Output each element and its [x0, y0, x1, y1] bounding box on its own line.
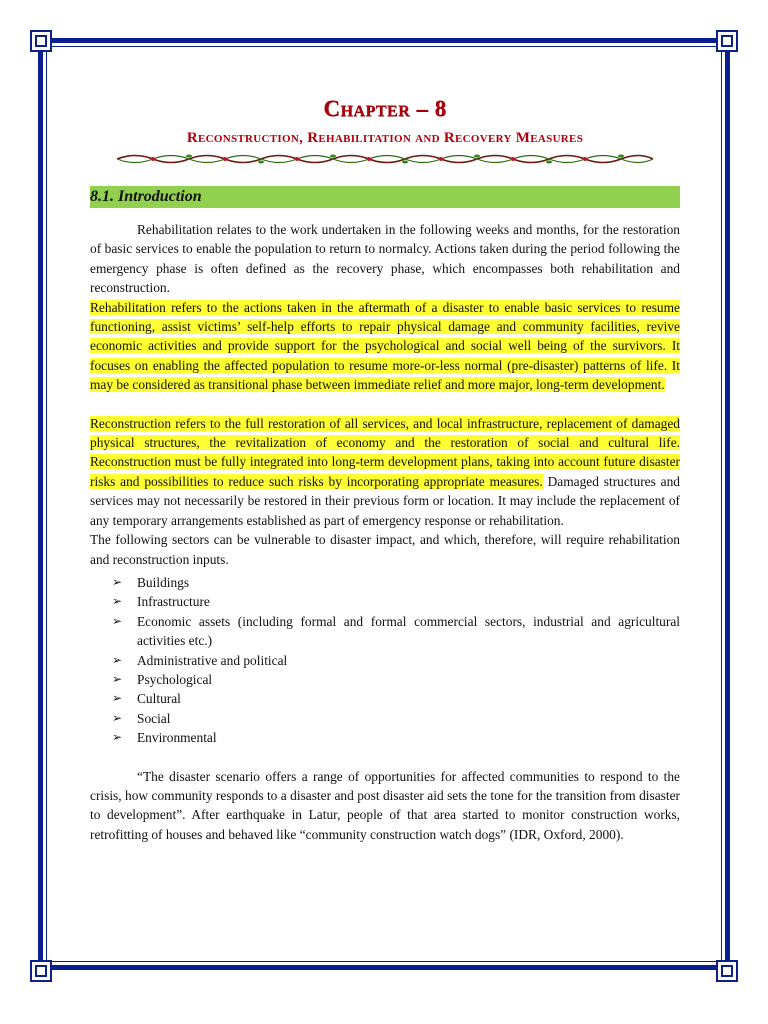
vine-ornament-icon: [115, 152, 655, 166]
chapter-subtitle: Reconstruction, Rehabilitation and Recovery Measures: [186, 130, 584, 146]
list-item: ➢ Cultural: [90, 689, 680, 708]
corner-ornament-icon: [716, 30, 738, 52]
paragraph-rehabilitation: [90, 298, 680, 395]
corner-ornament-icon: [30, 30, 52, 52]
list-item: ➢ Buildings: [90, 573, 680, 592]
sector-list: [90, 573, 680, 748]
arrow-bullet-icon: ➢: [112, 594, 123, 609]
corner-ornament-icon: [716, 960, 738, 982]
highlighted-text: Reconstruction refers to the full restoration of all services, and local infrastructure, replacement of damaged physical structures, the revitalization of economy and the restoration of social and cultural life. Reconstruction must be fully integrated into long-term development plans, taking into account future disaster risks and possibilities to reduce such risks by incorporating appropriate measures.: [90, 415, 680, 489]
highlighted-text: Rehabilitation refers to the actions taken in the aftermath of a disaster to enable basic services to resume functioning, assist victims’ self-help efforts to repair physical damage and community facilities, revive economic activities and provide support for the psychological and social well being of the survivors. It focuses on enabling the affected population to resume more-or-less normal (pre-disaster) patterns of life. It may be considered as transitional phase between immediate relief and more major, long-term development.: [90, 299, 680, 393]
list-item: ➢ Administrative and political: [90, 651, 680, 670]
list-item: ➢ Economic assets (including formal and formal commercial sectors, industrial and agricultural activities etc.): [112, 613, 680, 649]
arrow-bullet-icon: ➢: [112, 691, 123, 706]
arrow-bullet-icon: ➢: [112, 613, 123, 628]
paragraph-reconstruction: [90, 414, 680, 530]
chapter-title: Chapter – 8: [323, 96, 447, 121]
paragraph-sectors-intro: The following sectors can be vulnerable to disaster impact, and which, therefore, will require rehabilitation and reconstruction inputs.: [90, 532, 680, 567]
corner-ornament-icon: [30, 960, 52, 982]
list-item: ➢ Infrastructure: [90, 592, 680, 611]
paragraph-quote: “The disaster scenario offers a range of opportunities for affected communities to respond to the crisis, how community responds to a disaster and post disaster aid sets the tone for the transition from disaster to development”. After earthquake in Latur, people of that area started to monitor construction works, retrofitting of houses and behaved like “community construction watch dogs” (IDR, Oxford, 2000).: [90, 768, 680, 842]
list-item: ➢ Environmental: [90, 728, 680, 747]
paragraph-intro: Rehabilitation relates to the work undertaken in the following weeks and months, for the restoration of basic services to enable the population to return to normalcy. Actions taken during the period following the emergency phase is often defined as the recovery phase, which encompasses both rehabilitation and reconstruction.: [90, 222, 680, 296]
arrow-bullet-icon: ➢: [112, 574, 123, 589]
arrow-bullet-icon: ➢: [112, 671, 123, 686]
list-item: ➢ Social: [90, 709, 680, 728]
list-item: ➢ Psychological: [90, 670, 680, 689]
paragraph-text: Damaged structures and services may not necessarily be restored in their previous form or location. It may include the replacement of any temporary arrangements established as part of emergency response or rehabilitation.: [90, 473, 681, 528]
arrow-bullet-icon: ➢: [112, 730, 123, 745]
section-heading: 8.1. Introduction: [90, 186, 680, 208]
arrow-bullet-icon: ➢: [112, 652, 123, 667]
page-content: [90, 94, 680, 844]
arrow-bullet-icon: ➢: [112, 710, 123, 725]
